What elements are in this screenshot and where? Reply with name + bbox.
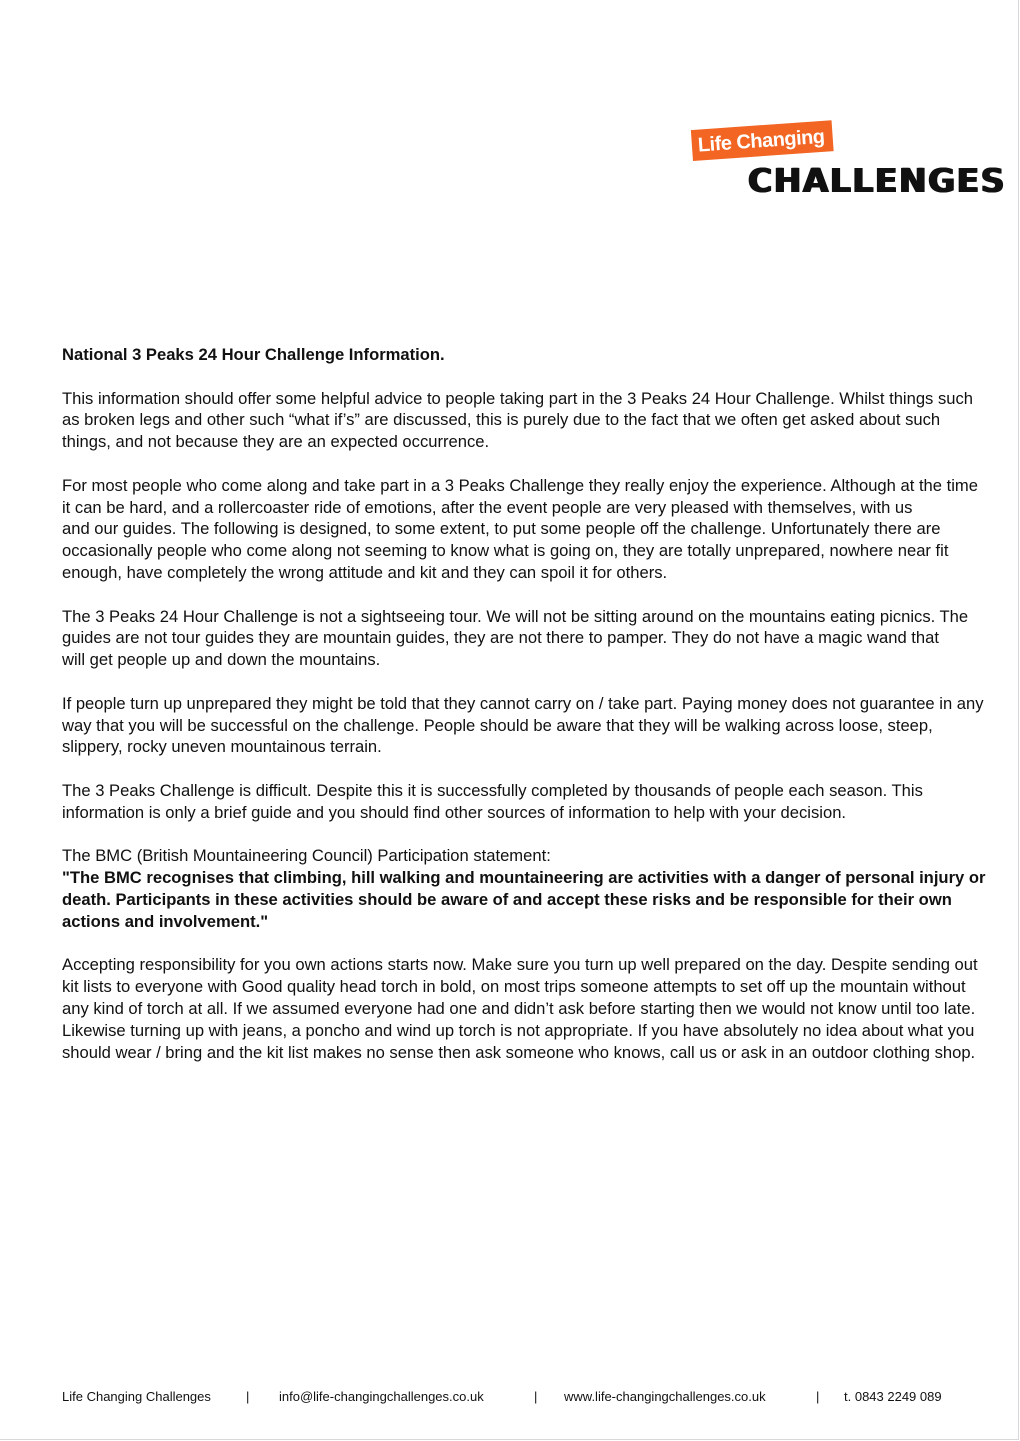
company-logo	[693, 125, 1006, 202]
paragraph-unprepared	[62, 693, 987, 758]
footer-website: www.life-changingchallenges.co.uk	[564, 1389, 766, 1404]
paragraph-not-sightseeing-line1: The 3 Peaks 24 Hour Challenge is not a sightseeing tour. We will not be sitting around on the mountains eating picnics. The guides are not tour guides they are mountain guides, they are not there to pamper. They do not have a magic wand that	[62, 606, 969, 648]
document-body	[62, 344, 987, 1085]
paragraph-not-sightseeing-line2: will get people up and down the mountains.	[62, 650, 381, 670]
bmc-statement	[62, 845, 987, 932]
logo-bottom-text: CHALLENGES	[748, 161, 1006, 200]
footer-separator: |	[246, 1389, 250, 1404]
paragraph-intro: This information should offer some helpful advice to people taking part in the 3 Peaks 24 Hour Challenge. Whilst things such as broken legs and other such “what if’s” are discussed, this is purely due to the fact that we often get asked about such things, and not because they are an expected occurrence.	[62, 388, 974, 452]
footer-phone: t. 0843 2249 089	[844, 1389, 942, 1404]
paragraph-not-sightseeing	[62, 606, 987, 671]
footer-email: info@life-changingchallenges.co.uk	[279, 1389, 484, 1404]
paragraph-unprepared-line1: If people turn up unprepared they might be told that they cannot carry on / take part. Paying money does not guarantee in any way that you will be successful on the challenge. People should be aware that they will be walking across loose, steep,	[62, 693, 984, 735]
bmc-quote: "The BMC recognises that climbing, hill walking and mountaineering are activities with a danger of personal injury or death. Participants in these activities should be aware of and accept these risks and be responsible for their own actions and involvement."	[62, 868, 986, 931]
document-title: National 3 Peaks 24 Hour Challenge Information.	[62, 345, 445, 364]
bmc-intro: The BMC (British Mountaineering Council) Participation statement:	[62, 846, 551, 866]
footer-company: Life Changing Challenges	[62, 1389, 211, 1404]
paragraph-experience	[62, 475, 987, 584]
paragraph-responsibility: Accepting responsibility for you own actions starts now. Make sure you turn up well prepared on the day. Despite sending out kit lists to everyone with Good quality head torch in bold, on most trips someone attempts to set off up the mountain without any kind of torch at all. If we assumed everyone had one and didn’t ask before starting then we would not know until too late. Likewise turning up with jeans, a poncho and wind up torch is not appropriate. If you have absolutely no idea about what you should wear / bring and the kit list makes no sense then ask someone who knows, call us or ask in an outdoor clothing shop.	[62, 955, 978, 1062]
paragraph-experience-line2: and our guides. The following is designed, to some extent, to put some people off the challenge. Unfortunately there are occasionally people who come along not seeming to know what is going on, they are totally unprepared, nowhere near fit enough, have completely the wrong attitude and kit and they can spoil it for others.	[62, 519, 949, 582]
footer-separator: |	[534, 1389, 538, 1404]
paragraph-experience-line1: For most people who come along and take part in a 3 Peaks Challenge they really enjoy the experience. Although at the time it can be hard, and a rollercoaster ride of emotions, after the event people are very pleased with themselves, with us	[62, 475, 978, 517]
footer-separator: |	[816, 1389, 820, 1404]
paragraph-unprepared-line2: slippery, rocky uneven mountainous terrain.	[62, 737, 382, 757]
paragraph-difficult: The 3 Peaks Challenge is difficult. Despite this it is successfully completed by thousands of people each season. This information is only a brief guide and you should find other sources of information to help with your decision.	[62, 780, 923, 822]
logo-top-text: Life Changing	[691, 120, 834, 161]
